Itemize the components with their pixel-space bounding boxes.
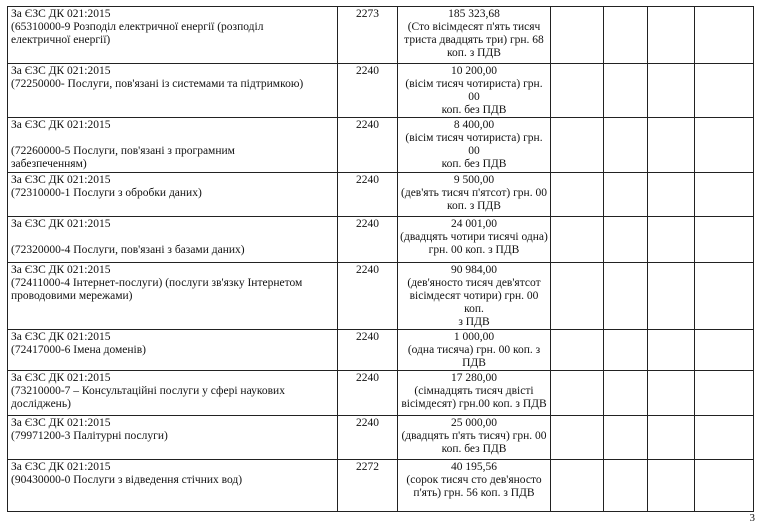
- empty-cell: [648, 118, 695, 173]
- table-row: [8, 330, 754, 371]
- empty-cell: [551, 330, 604, 371]
- cpv-reference: За ЄЗС ДК 021:2015: [11, 218, 111, 230]
- amount-cell: [398, 371, 551, 416]
- amount-line: (вісім тисяч чотириста) грн. 00: [405, 132, 543, 157]
- subject-cell: [8, 371, 338, 416]
- amount-line: 25 000,00: [451, 417, 497, 429]
- amount-cell: [398, 330, 551, 371]
- empty-cell: [648, 64, 695, 118]
- kekv-cell: [338, 64, 398, 118]
- empty-cell: [604, 330, 648, 371]
- amount-line: (дев'яносто тисяч дев'ятсот: [407, 277, 541, 289]
- subject-cell: [8, 7, 338, 64]
- kekv-cell: [338, 371, 398, 416]
- table-row: [8, 173, 754, 217]
- cpv-reference: За ЄЗС ДК 021:2015: [11, 119, 111, 131]
- kekv-code: 2240: [356, 264, 379, 276]
- empty-cell: [695, 217, 754, 263]
- cpv-description-line: електричної енергії): [11, 34, 111, 46]
- amount-line: 40 195,56: [451, 461, 497, 473]
- amount-line: коп. без ПДВ: [441, 443, 507, 455]
- amount-cell: [398, 173, 551, 217]
- amount-line: 10 200,00: [451, 65, 497, 77]
- amount-line: (одна тисяча) грн. 00 коп. з: [407, 344, 541, 356]
- amount-cell: [398, 460, 551, 512]
- page-number: 3: [749, 512, 755, 524]
- cpv-reference: За ЄЗС ДК 021:2015: [11, 372, 111, 384]
- amount-line: вісімдесят) грн.00 коп. з ПДВ: [401, 398, 547, 410]
- kekv-code: 2240: [356, 372, 379, 384]
- subject-cell: [8, 416, 338, 460]
- subject-cell: [8, 118, 338, 173]
- amount-line: (сімнадцять тисяч двісті: [414, 385, 534, 397]
- amount-line: (вісім тисяч чотириста) грн. 00: [405, 78, 543, 103]
- empty-cell: [604, 118, 648, 173]
- kekv-code: 2240: [356, 174, 379, 186]
- cpv-description-line: (79971200-3 Палітурні послуги): [11, 430, 168, 442]
- subject-cell: [8, 330, 338, 371]
- amount-line: триста двадцять три) грн. 68: [404, 34, 544, 46]
- kekv-code: 2240: [356, 119, 379, 131]
- empty-cell: [648, 460, 695, 512]
- cpv-reference: За ЄЗС ДК 021:2015: [11, 264, 111, 276]
- procurement-table: [7, 6, 754, 512]
- amount-line: коп. з ПДВ: [447, 200, 501, 212]
- amount-cell: [398, 263, 551, 330]
- empty-cell: [648, 416, 695, 460]
- cpv-reference: За ЄЗС ДК 021:2015: [11, 8, 111, 20]
- empty-cell: [695, 64, 754, 118]
- kekv-cell: [338, 263, 398, 330]
- cpv-description-line: забезпеченням): [11, 158, 87, 170]
- empty-cell: [604, 217, 648, 263]
- cpv-description-line: (72260000-5 Послуги, пов'язані з програмним: [11, 145, 235, 157]
- cpv-reference: За ЄЗС ДК 021:2015: [11, 331, 111, 343]
- empty-cell: [695, 173, 754, 217]
- table-row: [8, 460, 754, 512]
- amount-cell: [398, 416, 551, 460]
- amount-line: ПДВ: [462, 357, 486, 369]
- cpv-reference: За ЄЗС ДК 021:2015: [11, 461, 111, 473]
- amount-line: з ПДВ: [458, 316, 490, 328]
- kekv-code: 2273: [356, 8, 379, 20]
- empty-cell: [551, 371, 604, 416]
- empty-cell: [551, 416, 604, 460]
- kekv-code: 2240: [356, 417, 379, 429]
- empty-cell: [604, 263, 648, 330]
- empty-cell: [604, 371, 648, 416]
- table-row: [8, 118, 754, 173]
- amount-cell: [398, 217, 551, 263]
- empty-cell: [551, 217, 604, 263]
- kekv-code: 2272: [356, 461, 379, 473]
- subject-cell: [8, 173, 338, 217]
- empty-cell: [551, 263, 604, 330]
- amount-line: 8 400,00: [453, 119, 495, 131]
- empty-cell: [551, 173, 604, 217]
- empty-cell: [695, 118, 754, 173]
- empty-cell: [551, 7, 604, 64]
- empty-cell: [695, 7, 754, 64]
- amount-line: вісімдесят чотири) грн. 00 коп.: [409, 290, 539, 315]
- kekv-code: 2240: [356, 218, 379, 230]
- empty-cell: [648, 371, 695, 416]
- amount-line: п'ять) грн. 56 коп. з ПДВ: [413, 487, 535, 499]
- table-row: [8, 371, 754, 416]
- subject-cell: [8, 263, 338, 330]
- kekv-cell: [338, 330, 398, 371]
- amount-line: коп. без ПДВ: [441, 104, 507, 116]
- amount-cell: [398, 7, 551, 64]
- amount-line: коп. без ПДВ: [441, 158, 507, 170]
- table-row: [8, 64, 754, 118]
- kekv-cell: [338, 173, 398, 217]
- empty-cell: [648, 7, 695, 64]
- kekv-code: 2240: [356, 331, 379, 343]
- empty-cell: [695, 460, 754, 512]
- amount-line: (двадцять чотири тисячі одна): [400, 231, 548, 243]
- kekv-code: 2240: [356, 65, 379, 77]
- empty-cell: [604, 64, 648, 118]
- amount-line: 90 984,00: [451, 264, 497, 276]
- amount-line: (Сто вісімдесят п'ять тисяч: [407, 21, 541, 33]
- kekv-cell: [338, 460, 398, 512]
- cpv-description-line: (72411000-4 Інтернет-послуги) (послуги зв'язку Інтернетом: [11, 277, 303, 289]
- kekv-cell: [338, 118, 398, 173]
- cpv-reference: За ЄЗС ДК 021:2015: [11, 417, 111, 429]
- kekv-cell: [338, 7, 398, 64]
- empty-cell: [551, 118, 604, 173]
- table-row: [8, 7, 754, 64]
- empty-cell: [695, 263, 754, 330]
- amount-line: 9 500,00: [453, 174, 495, 186]
- cpv-description-line: (72250000- Послуги, пов'язані із системами та підтримкою): [11, 78, 304, 90]
- cpv-description-line: (73210000-7 – Консультаційні послуги у сфері наукових: [11, 385, 285, 397]
- cpv-description-line: (72310000-1 Послуги з обробки даних): [11, 187, 202, 199]
- amount-line: грн. 00 коп. з ПДВ: [428, 244, 520, 256]
- amount-line: 17 280,00: [451, 372, 497, 384]
- empty-cell: [695, 371, 754, 416]
- amount-line: коп. з ПДВ: [447, 47, 501, 59]
- empty-cell: [551, 64, 604, 118]
- kekv-cell: [338, 217, 398, 263]
- empty-cell: [604, 416, 648, 460]
- subject-cell: [8, 460, 338, 512]
- cpv-description-line: (65310000-9 Розподіл електричної енергії (розподіл: [11, 21, 264, 33]
- cpv-description-line: (72320000-4 Послуги, пов'язані з базами даних): [11, 244, 245, 256]
- empty-cell: [551, 460, 604, 512]
- amount-cell: [398, 118, 551, 173]
- empty-cell: [648, 173, 695, 217]
- cpv-reference: За ЄЗС ДК 021:2015: [11, 174, 111, 186]
- table-row: [8, 217, 754, 263]
- empty-cell: [648, 217, 695, 263]
- empty-cell: [648, 330, 695, 371]
- empty-cell: [695, 330, 754, 371]
- cpv-description-line: (90430000-0 Послуги з відведення стічних вод): [11, 474, 243, 486]
- amount-line: 24 001,00: [451, 218, 497, 230]
- table-row: [8, 263, 754, 330]
- amount-line: (двадцять п'ять тисяч) грн. 00: [401, 430, 547, 442]
- cpv-reference: За ЄЗС ДК 021:2015: [11, 65, 111, 77]
- amount-cell: [398, 64, 551, 118]
- empty-cell: [648, 263, 695, 330]
- cpv-description-line: проводовими мережами): [11, 290, 133, 302]
- amount-line: 1 000,00: [453, 331, 495, 343]
- amount-line: (сорок тисяч сто дев'яносто: [406, 474, 542, 486]
- empty-cell: [695, 416, 754, 460]
- kekv-cell: [338, 416, 398, 460]
- amount-line: 185 323,68: [448, 8, 500, 20]
- empty-cell: [604, 7, 648, 64]
- subject-cell: [8, 64, 338, 118]
- empty-cell: [604, 460, 648, 512]
- cpv-description-line: досліджень): [11, 398, 71, 410]
- cpv-description-line: (72417000-6 Імена доменів): [11, 344, 147, 356]
- empty-cell: [604, 173, 648, 217]
- amount-line: (дев'ять тисяч п'ятсот) грн. 00: [401, 187, 547, 199]
- subject-cell: [8, 217, 338, 263]
- table-row: [8, 416, 754, 460]
